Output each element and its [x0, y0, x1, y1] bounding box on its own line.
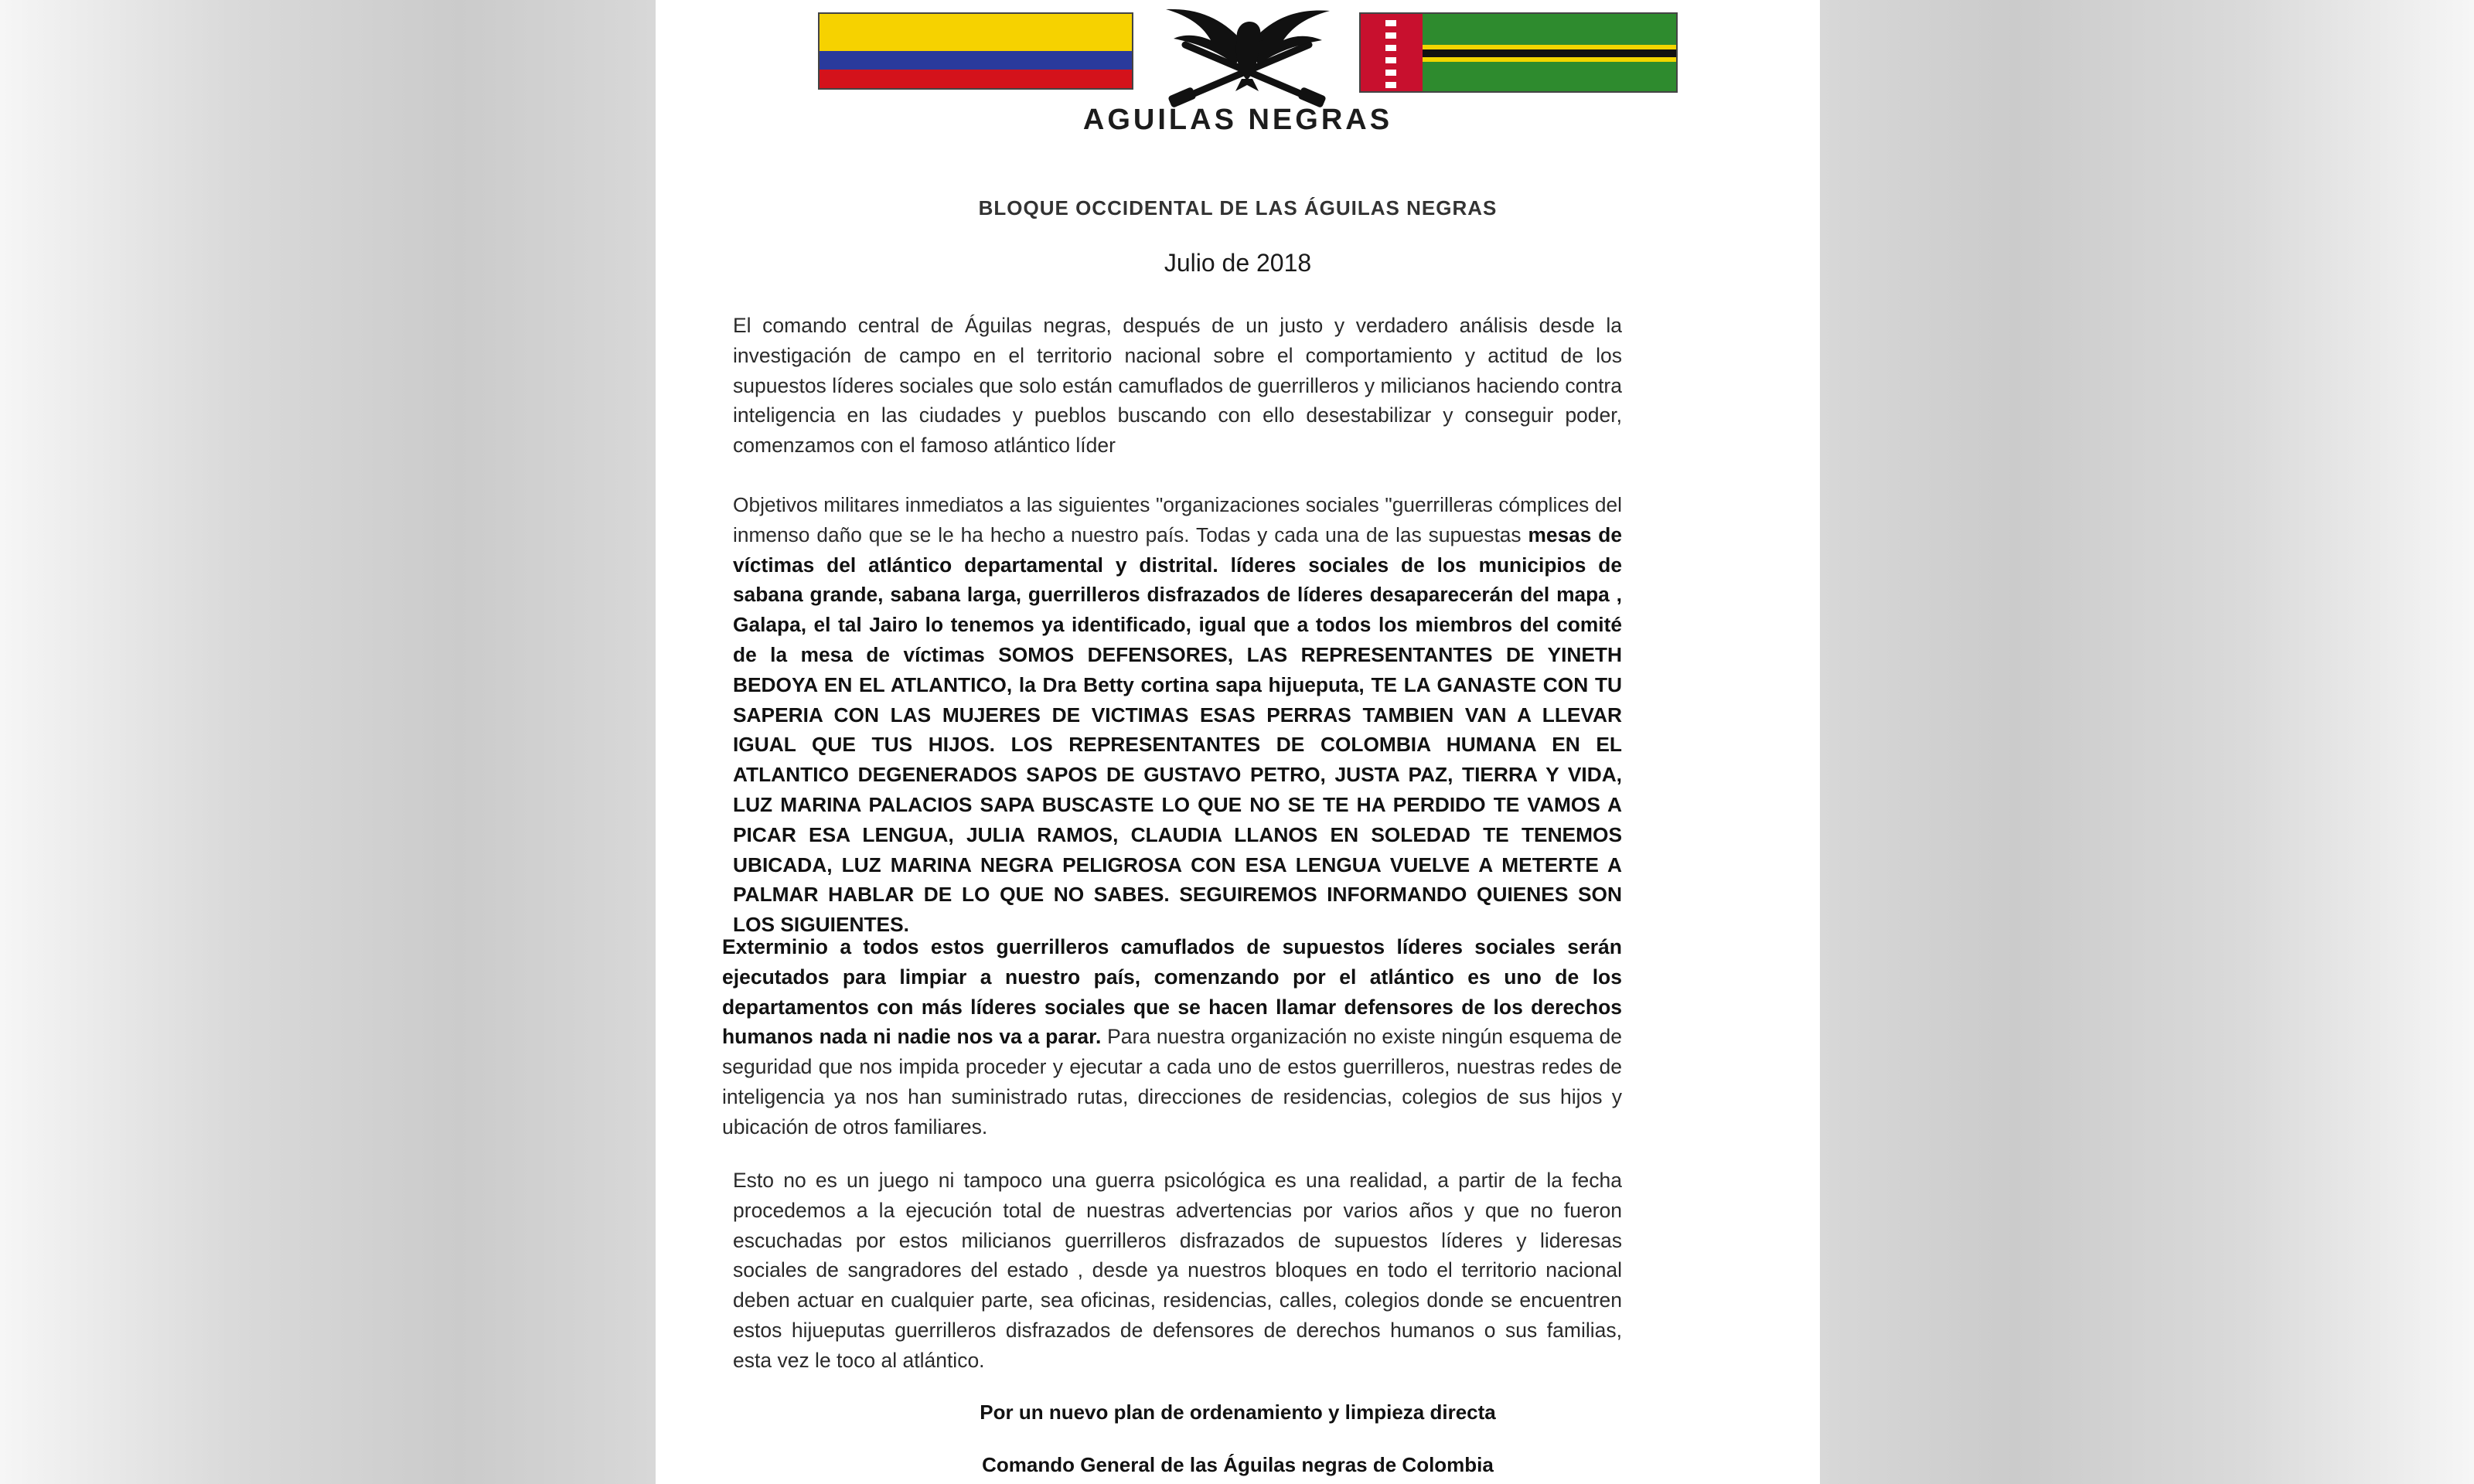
colombia-flag-icon [818, 12, 1133, 90]
closing-signature: Comando General de las Águilas negras de Colombia [982, 1453, 1494, 1476]
paragraph-3-bold: Exterminio a todos estos guerrilleros camuflados de supuestos líderes sociales serán ejecutados para limpiar a nuestro país, comenzando por el atlántico es uno de los departamentos con más líderes sociales que se hacen llamar defensores de los derechos humanos nada ni nadie nos va a parar. [722, 935, 1622, 1049]
document-page [656, 0, 1820, 1484]
letterhead [656, 0, 1820, 155]
paragraph-3 [722, 932, 1622, 1142]
document-subtitle: BLOQUE OCCIDENTAL DE LAS ÁGUILAS NEGRAS [978, 196, 1498, 220]
eagle-crossed-rifles-icon [1150, 0, 1344, 108]
paragraph-4: Esto no es un juego ni tampoco una guerra psicológica es una realidad, a partir de la fecha procedemos a la ejecución total de nuestras advertencias por varios años y que no fueron escuchadas por estos milicianos guerrilleros disfrazados de supuestos líderes y lideresas sociales de sangradores del estado , desde ya nuestros bloques en todo el territorio nacional deben actuar en cualquier parte, sea oficinas, residencias, calles, colegios donde se encuentren estos hijueputas guerrilleros disfrazados de defensores de derechos humanos o sus familias, esta vez le toco al atlántico. [733, 1169, 1622, 1372]
paragraph-3-rest: Para nuestra organización no existe ningún esquema de seguridad que nos impida proceder y ejecutar a cada uno de estos guerrilleros, nuestras redes de inteligencia ya nos han suministrado rutas, direcciones de residencias, colegios de sus hijos y ubicación de otros familiares. [722, 1025, 1622, 1139]
paragraph-2-bold-list: mesas de víctimas del atlántico departamental y distrital. líderes sociales de los municipios de sabana grande, sabana larga, guerrilleros disfrazados de líderes desaparecerán del mapa , Galapa, el tal Jairo lo tenemos ya identificado, igual que a todos los miembros del comité de la mesa de víctimas SOMOS DEFENSORES, LAS REPRESENTANTES DE YINETH BEDOYA EN EL ATLANTICO, la Dra Betty cortina sapa hijueputa, TE LA GANASTE CON TU SAPERIA CON LAS MUJERES DE VICTIMAS ESAS PERRAS TAMBIEN VAN A LLEVAR IGUAL QUE TUS HIJOS. [733, 522, 1622, 757]
paragraph-2-intro: Objetivos militares inmediatos a las siguientes "organizaciones sociales "guerrilleras cómplices del inmenso daño que se le ha hecho a nuestro país. Todas y cada una de las supuestas [733, 493, 1622, 546]
paragraph-1: El comando central de Águilas negras, después de un justo y verdadero análisis desde la investigación de campo en el territorio nacional sobre el comportamiento y actitud de los supuestos líderes sociales que solo están camuflados de guerrilleros y milicianos haciendo contra inteligencia en las ciudades y pueblos buscando con ello desestabilizar y conseguir poder, comenzamos con el famoso atlántico líder [733, 314, 1622, 458]
paragraph-2-caps-list: LOS REPRESENTANTES DE COLOMBIA HUMANA EN EL ATLANTICO DEGENERADOS SAPOS DE GUSTAVO PETRO, JUSTA PAZ, TIERRA Y VIDA, LUZ MARINA PALACIOS SAPA BUSCASTE LO QUE NO SE TE HA PERDIDO TE VAMOS A PICAR ESA LENGUA, JULIA RAMOS, CLAUDIA LLANOS EN SOLEDAD TE TENEMOS UBICADA, LUZ MARINA NEGRA PELIGROSA CON ESA LENGUA VUELVE A METERTE A PALMAR HABLAR DE LO QUE NO SABES. SEGUIREMOS INFORMANDO QUIENES SON LOS SIGUIENTES. [733, 733, 1622, 937]
paragraph-2 [733, 490, 1622, 940]
document-date: Julio de 2018 [1164, 249, 1312, 277]
atlantico-flag-icon [1359, 12, 1678, 93]
background-left [0, 0, 656, 1484]
closing-motto: Por un nuevo plan de ordenamiento y limpieza directa [980, 1401, 1496, 1424]
organization-name: AGUILAS NEGRAS [1082, 104, 1393, 136]
background-right [1818, 0, 2474, 1484]
